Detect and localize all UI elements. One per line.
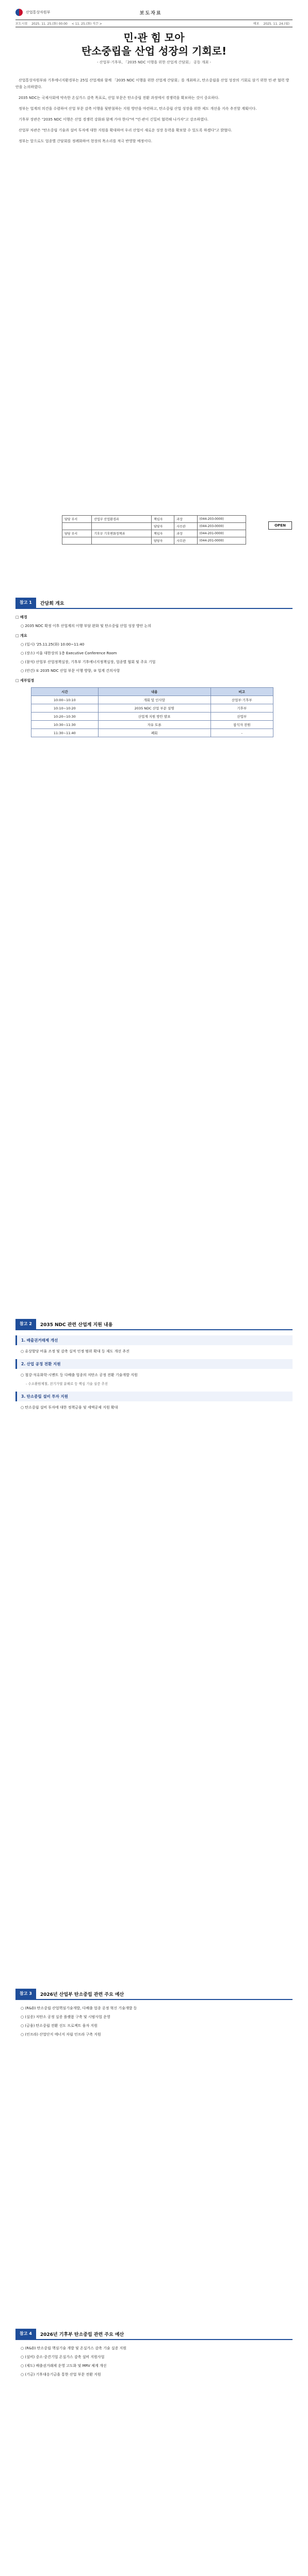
body-paragraphs: [15, 77, 293, 149]
body-paragraph: 기후부 장관은 "2035 NDC 이행은 산업 경쟁력 강화와 함께 가야 한다"며 "민·관이 긴밀히 협력해 나가자"고 강조하였다.: [19, 117, 209, 122]
section-label: 참고 2: [15, 1319, 36, 1329]
section-title: 간담회 개요: [40, 601, 64, 606]
section-label: 참고 4: [15, 2329, 36, 2339]
open-license-badge: OPEN: [268, 521, 292, 530]
bullet: ○ 탄소중립 설비 투자에 대한 정책금융 및 세액공제 지원 확대: [21, 1405, 118, 1410]
body-paragraph: 산업통상자원부와 기후에너지환경부는 25일 산업계와 함께 「2035 NDC 이행을 위한 산업계 간담회」를 개최하고, 탄소중립을 산업 성장의 기회로 삼기 위한 민·관 협력 방안을 논의하였다.: [15, 78, 289, 89]
ministry-name: 산업통상자원부: [26, 10, 51, 14]
bullet: □ 개요: [15, 634, 27, 638]
release-meta: [15, 20, 293, 27]
bullet: ○ (안건) ① 2035 NDC 산업 부문 이행 방향, ② 업계 건의사항: [21, 669, 120, 673]
headline: [15, 31, 293, 65]
bullet: ○ (실증) 저탄소 공정 실증 플랫폼 구축 및 시범사업 운영: [21, 2015, 110, 2019]
contact-row: 담당자 사무관 (044-203-0000): [62, 523, 246, 530]
bullet: ○ (일시) '25.11.25(화) 10:00~11:40: [21, 642, 85, 647]
release-note: < 11. 25.(화) 석간 >: [71, 22, 102, 26]
bullet: ○ 2035 NDC 확정 이후 산업계의 이행 부담 완화 및 탄소중립 산업 성장 방안 논의: [21, 624, 152, 628]
appendix-4: [15, 2329, 293, 2380]
ministry-logo: [15, 9, 50, 16]
schedule-row: 10:20~10:30 산업계 지원 방안 발표 산업부: [31, 713, 273, 721]
section-label: 참고 3: [15, 1989, 36, 1999]
body-paragraph: 정부는 업계의 의견을 수렴하여 산업 부문 감축 이행을 뒷받침하는 지원 방안을 마련하고, 탄소중립 산업 성장을 위한 제도 개선을 지속 추진할 계획이다.: [19, 107, 257, 111]
body-paragraph: 산업부 차관은 "탄소중립 기술과 설비 투자에 대한 지원을 확대하여 우리 산업이 새로운 성장 동력을 확보할 수 있도록 하겠다"고 밝혔다.: [19, 128, 232, 132]
bullet: ○ (참석) 산업부 산업정책실장, 기후부 기후에너지정책실장, 업종별 협회 및 주요 기업: [21, 660, 156, 664]
bullet: ○ (R&D) 탄소중립 산업핵심기술개발, 다배출 업종 공정 혁신 기술개발 등: [21, 2006, 137, 2010]
headline-line-2: 탄소중립을 산업 성장의 기회로!: [81, 45, 227, 57]
subheading: 3. 탄소중립 설비 투자 지원: [15, 1392, 293, 1401]
headline-line-1: 민·관 힘 모아: [123, 31, 185, 44]
bullet: - 수소환원제철, 전기가열 분해로 등 핵심 기술 실증 추진: [26, 1382, 108, 1386]
bullet: ○ (제도) 배출권거래제 운영 고도화 및 MRV 체계 개선: [21, 2364, 107, 2368]
section-title: 2026년 기후부 탄소중립 관련 주요 예산: [40, 2332, 124, 2337]
schedule-header: 비고: [210, 688, 273, 696]
distribution-date: 2025. 11. 24.(월): [263, 22, 289, 26]
bullet: □ 배경: [15, 615, 27, 619]
contact-table: [62, 515, 246, 545]
distribution-label: 배포: [253, 22, 260, 26]
schedule-row: 10:10~10:20 2035 NDC 산업 부문 설명 기후부: [31, 704, 273, 713]
bullet: ○ (장소) 서울 대한상의 1층 Executive Conference Room: [21, 651, 117, 655]
contact-row: 담당자 사무관 (044-201-0000): [62, 537, 246, 545]
document-type: 보도자료: [139, 10, 162, 16]
release-label: 보도시점: [15, 22, 28, 26]
body-paragraph: 2035 NDC는 국제사회에 약속한 온실가스 감축 목표로, 산업 부문은 탄소중립 전환 과정에서 경쟁력을 확보하는 것이 중요하다.: [19, 96, 219, 100]
body-paragraph: 정부는 앞으로도 업종별 간담회를 정례화하여 현장의 목소리를 적극 반영할 예정이다.: [19, 139, 152, 143]
bullet: ○ (인프라) 산업단지 에너지 자립 인프라 구축 지원: [21, 2032, 101, 2037]
appendix-3: [15, 1989, 293, 2040]
government-emblem-icon: [15, 9, 23, 16]
headline-subtitle: - 산업부·기후부, 「2035 NDC 이행을 위한 산업계 간담회」 공동 개최 -: [96, 60, 212, 64]
bullet: ○ (R&D) 탄소중립 핵심기술 개발 및 온실가스 감축 기술 실증 지원: [21, 2346, 127, 2350]
appendix-2: [15, 1319, 293, 1413]
release-time: 2025. 11. 25.(화) 00:00: [31, 22, 68, 26]
bullet: ○ 철강·석유화학·시멘트 등 다배출 업종의 저탄소 공정 전환 기술개발 지원: [21, 1373, 138, 1377]
subheading: 2. 산업 공정 전환 지원: [15, 1359, 293, 1369]
schedule-row: 10:00~10:10 개회 및 인사말 산업부·기후부: [31, 696, 273, 704]
schedule-row: 10:30~11:30 자유 토론 참석자 전원: [31, 721, 273, 729]
contact-row: 담당 부서 산업부 산업환경과 책임자 과장 (044-203-0000): [62, 516, 246, 523]
section-title: 2026년 산업부 탄소중립 관련 주요 예산: [40, 1992, 124, 1997]
section-label: 참고 1: [15, 598, 36, 608]
schedule-table: [31, 687, 273, 737]
bullet: ○ (금융) 탄소중립 전환 선도 프로젝트 융자 지원: [21, 2024, 98, 2028]
subheading: 1. 배출권거래제 개선: [15, 1335, 293, 1345]
document-header: [15, 7, 293, 27]
schedule-row: 11:30~11:40 폐회 -: [31, 729, 273, 737]
section-title: 2035 NDC 관련 산업계 지원 내용: [40, 1322, 113, 1328]
appendix-1: [15, 598, 293, 742]
schedule-header: 내용: [98, 688, 210, 696]
bullet: ○ (설비) 중소·중견기업 온실가스 감축 설비 지원사업: [21, 2355, 105, 2359]
bullet: ○ 유상할당 비율 조정 및 감축 실적 인정 범위 확대 등 제도 개선 추진: [21, 1349, 129, 1353]
schedule-header: 시간: [31, 688, 99, 696]
contact-row: 담당 부서 기후부 기후변화정책과 책임자 과장 (044-201-0000): [62, 530, 246, 537]
bullet: □ 세부일정: [15, 679, 35, 683]
bullet: ○ (기금) 기후대응기금을 통한 산업 부문 전환 지원: [21, 2372, 101, 2377]
